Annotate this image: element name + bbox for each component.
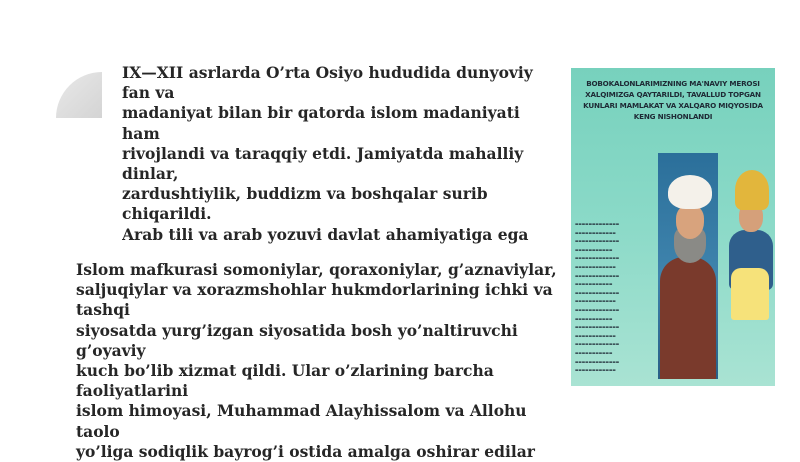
poster-list-line: ▬▬▬▬▬▬▬▬▬▬▬ (575, 316, 613, 321)
poster-list-line: ▬▬▬▬▬▬▬▬▬▬▬ (575, 350, 613, 355)
poster-list-line: ▬▬▬▬▬▬▬▬▬▬▬▬▬ (575, 307, 620, 312)
portrait-turban (668, 175, 712, 209)
poster-list (575, 220, 659, 375)
poster-list-line: ▬▬▬▬▬▬▬▬▬▬▬▬▬ (575, 342, 620, 347)
poster-list-line: ▬▬▬▬▬▬▬▬▬▬▬▬▬ (575, 359, 620, 364)
portrait-robe (660, 257, 716, 379)
paragraph-2: Islom mafkurasi somoniylar, qoraxoniylar, g’aznaviylar, saljuqiylar va xorazmshohlar hukmdorlarining ichki va tashqi siyosatda yurg’izgan siyosatida bosh yo’naltiruvchi g’oyaviy kuch bo’lib xizmat qildi. Ular o’zlarining barcha faoliyatlarini islom himoyasi, Muhammad Alayhissalom va Allohu taolo yo’liga sodiqlik bayrog’i ostida amalga oshirar edilar (76, 260, 557, 461)
poster-list-line: ▬▬▬▬▬▬▬▬▬▬▬▬ (575, 264, 616, 269)
poster-list-line: ▬▬▬▬▬▬▬▬▬▬▬▬▬ (575, 273, 620, 278)
poster-list-line: ▬▬▬▬▬▬▬▬▬▬▬ (575, 247, 613, 252)
portrait-face (676, 205, 704, 239)
decorative-corner-shape (56, 72, 102, 118)
poster-list-line: ▬▬▬▬▬▬▬▬▬▬▬▬ (575, 230, 616, 235)
poster-list-line: ▬▬▬▬▬▬▬▬▬▬▬▬ (575, 333, 616, 338)
paragraph-1: IX—XII asrlarda O’rta Osiyo hududida dunyoviy fan va madaniyat bilan bir qatorda islom madaniyati ham rivojlandi va taraqqiy etdi. Jamiyatda mahalliy dinlar, zardushtiylik, buddizm va boshqalar surib chiqarildi. Arab tili va arab yozuvi davlat ahamiyatiga ega (122, 63, 533, 244)
poster-list-line: ▬▬▬▬▬▬▬▬▬▬▬▬▬ (575, 222, 620, 226)
poster-list-line: ▬▬▬▬▬▬▬▬▬▬▬▬▬ (575, 325, 620, 330)
poster-image (571, 68, 775, 386)
poster-list-line: ▬▬▬▬▬▬▬▬▬▬▬ (575, 282, 613, 287)
poster-list-line: ▬▬▬▬▬▬▬▬▬▬▬▬ (575, 368, 616, 373)
poster-list-line: ▬▬▬▬▬▬▬▬▬▬▬▬▬ (575, 256, 620, 261)
poster-title: BOBOKALONLARIMIZNING MA'NAVIY MEROSI XALQIMIZGA QAYTARILDI, TAVALLUD TOPGAN KUNLARI MAMLAKAT VA XALQARO MIQYOSIDA KENG NISHONLANDI (583, 79, 763, 121)
poster-list-line: ▬▬▬▬▬▬▬▬▬▬▬▬▬ (575, 239, 620, 244)
poster-badge (731, 268, 769, 320)
portrait-scholar (658, 153, 718, 379)
poster-list-line: ▬▬▬▬▬▬▬▬▬▬▬▬▬ (575, 290, 620, 295)
poster-list-line: ▬▬▬▬▬▬▬▬▬▬▬▬ (575, 299, 616, 304)
portrait-second-hat (735, 170, 769, 210)
